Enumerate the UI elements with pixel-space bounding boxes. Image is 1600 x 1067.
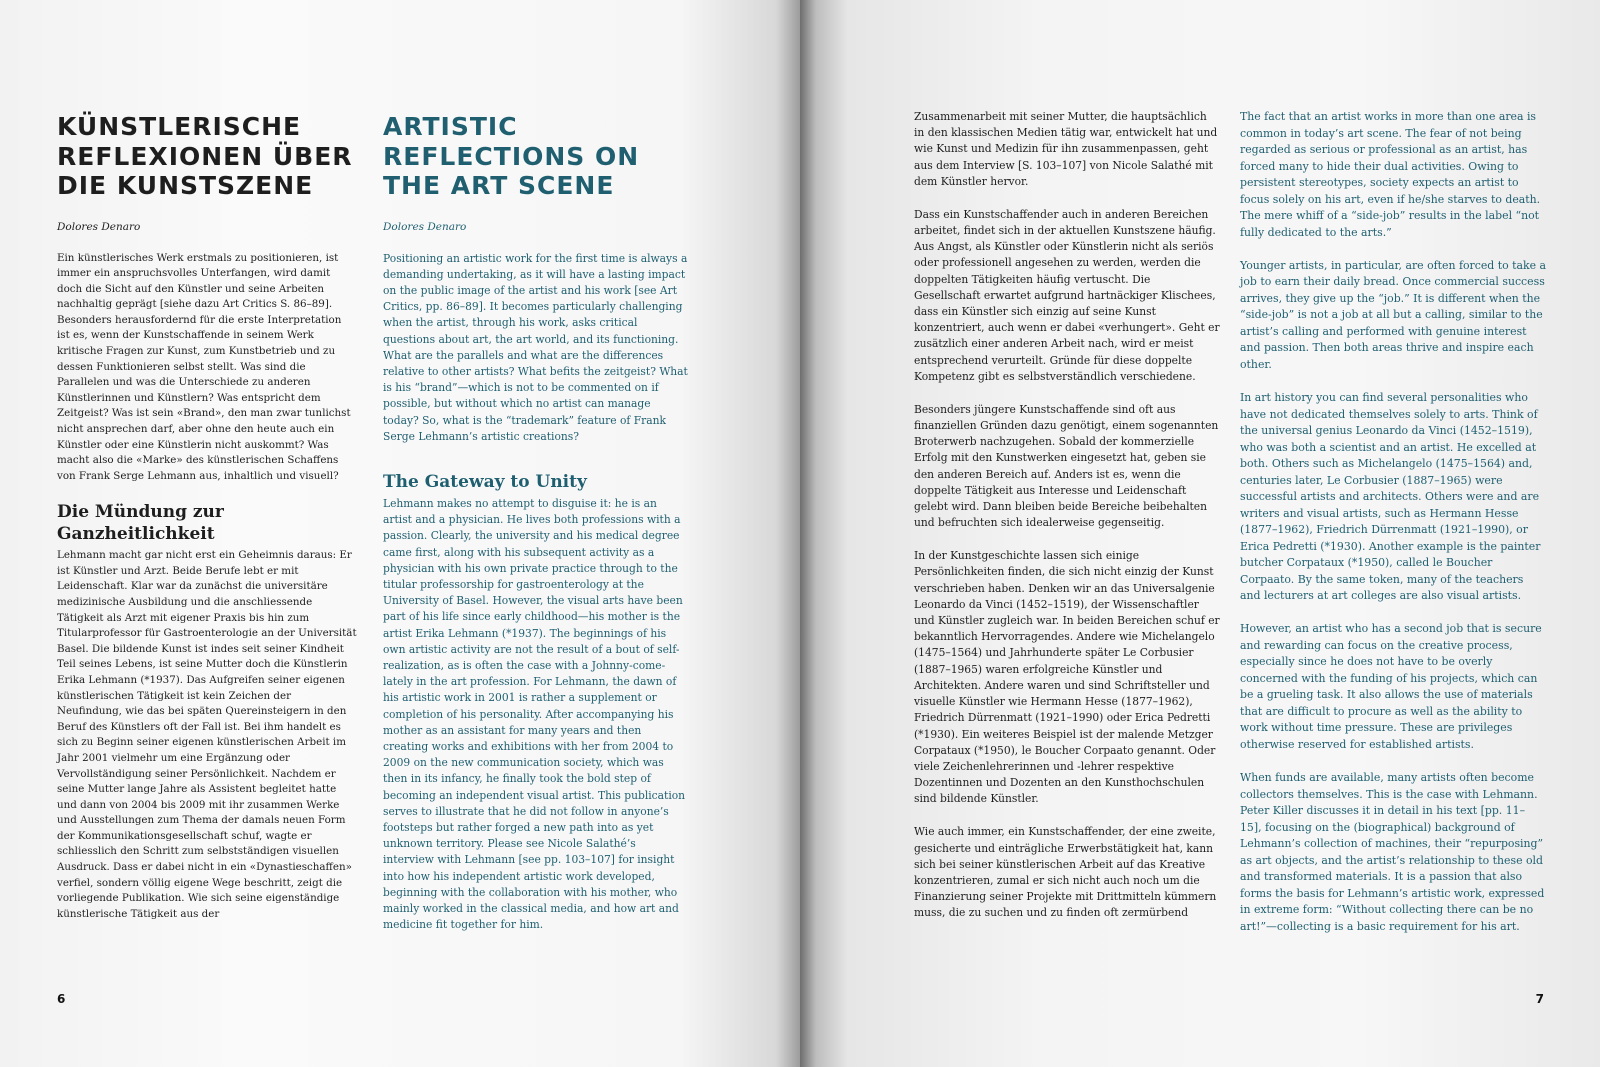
english-column-left bbox=[383, 112, 689, 950]
german-intro: Ein künstlerisches Werk erstmals zu positionieren, ist immer ein anspruchsvolles Unterfangen, wird damit doch die Sicht auf den Künstler und seine Arbeiten nachhaltig geprägt [siehe dazu Art Critics S. 86–89]. Besonders herausfordernd für die erste Interpretation ist es, wenn der Kunstschaffende in seinem Werk kritische Fragen zur Kunst, zum Kunstbetrieb und zu dessen Funktionieren selbst stellt. Was sind die Parallelen und was die Unterschiede zu anderen Künstlerinnen und Künstlern? Was entspricht dem Zeitgeist? Was ist sein «Brand», den man zwar tunlichst nicht ansprechen darf, aber ohne den heute auch ein Künstler oder eine Künstlerin nicht auskommt? Was macht also die «Marke» des künstlerischen Schaffens von Frank Serge Lehmann aus, inhaltlich und visuell? bbox=[57, 251, 351, 482]
english-column-right bbox=[1240, 109, 1546, 952]
page-number-left: 6 bbox=[57, 992, 66, 1006]
english-body: Lehmann makes no attempt to disguise it: he is an artist and a physician. He lives both professions with a passion. Clearly, the university and his medical degree came first, along with his subsequent activity as a physician with his own private practice through to the titular professorship for gastroenterology at the University of Basel. However, the visual arts have been part of his life since early childhood—his mother is the artist Erika Lehmann (*1937). The beginnings of his own artistic activity are not the result of a bout of self-realization, as is often the case with a Johnny-come-lately in the art profession. For Lehmann, the dawn of his artistic work in 2001 is rather a supplement or completion of his personality. After accompanying his mother as an assistant for many years and then creating works and exhibitions with her from 2004 to 2009 on the new communication society, which was then in its infancy, he finally took the bold step of becoming an independent visual artist. This publication serves to illustrate that he did not follow in anyone’s footsteps but rather forged a new path into as yet unknown territory. Please see Nicole Salathé’s interview with Lehmann [see pp. 103–107] for insight into how his independent artistic work developed, beginning with the collaboration with his mother, who mainly worked in the classical media, and how art and medicine fit together for him. bbox=[383, 496, 686, 932]
english-subheading: The Gateway to Unity bbox=[383, 471, 587, 492]
german-column-right bbox=[914, 109, 1220, 938]
german-paragraph: Zusammenarbeit mit seiner Mutter, die hauptsächlich in den klassischen Medien tätig war, entwickelt hat und wie Kunst und Medizin für ihn zusammenpassen, geht aus dem Interview [S. 103–107] von Nicole Salathé mit dem Künstler hervor. bbox=[914, 110, 1218, 188]
german-paragraph: In der Kunstgeschichte lassen sich einige Persönlichkeiten finden, die sich nicht einzig der Kunst verschrieben haben. Denken wir an das Universalgenie Leonardo da Vinci (1452–1519), der Wissenschaftler und Künstler zugleich war. In beiden Bereichen schuf er bekanntlich Hervorragendes. Andere wie Michelangelo (1475–1564) und Jahrhunderte später Le Corbusier (1887–1965) waren erfolgreiche Künstler und Architekten. Andere waren und sind Schriftsteller und visuelle Künstler wie Hermann Hesse (1877–1962), Friedrich Dürrenmatt (1921–1990) oder Erica Pedretti (*1930). Ein weiteres Beispiel ist der malende Metzger Corpataux (*1950), le Boucher Corpaato genannt. Oder viele Zeichenlehrerinnen und -lehrer respektive Dozentinnen und Dozenten an den Kunsthochschulen sind bildende Künstler. bbox=[914, 549, 1220, 806]
english-paragraph: However, an artist who has a second job that is secure and rewarding can focus on the creative process, especially since he does not have to be overly concerned with the funding of his projects, which can be a grueling task. It also allows the use of materials that are difficult to procure as well as the ability to work without time pressure. These are privileges otherwise reserved for established artists. bbox=[1240, 622, 1542, 751]
english-paragraph: In art history you can find several personalities who have not dedicated themselves solely to arts. Think of the universal genius Leonardo da Vinci (1452–1519), who was both a scientist and an artist. He excelled at both. Others such as Michelangelo (1475–1564) and, centuries later, Le Corbusier (1887–1965) were successful artists and architects. Others were and are writers and visual artists, such as Hermann Hesse (1877–1962), Friedrich Dürrenmatt (1921–1990), or Erica Pedretti (*1930). Another example is the painter butcher Corpataux (*1950), called le Boucher Corpaato. By the same token, many of the teachers and lecturers at art colleges are also visual artists. bbox=[1240, 391, 1541, 603]
german-column-left bbox=[57, 112, 357, 939]
german-subheading: Die Mündung zur Ganzheitlichkeit bbox=[57, 502, 224, 545]
english-paragraph: Younger artists, in particular, are often forced to take a job to earn their daily bread. Once commercial success arrives, they give up the “job.” It is different when the “side-job” is not a job at all but a calling, similar to the artist’s calling and performed with genuine interest and passion. Then both areas thrive and inspire each other. bbox=[1240, 258, 1546, 371]
german-heading: KÜNSTLERISCHE REFLEXIONEN ÜBER DIE KUNSTSZENE bbox=[57, 112, 353, 200]
german-body: Lehmann macht gar nicht erst ein Geheimnis daraus: Er ist Künstler und Arzt. Beide Berufe lebt er mit Leidenschaft. Klar war da zunächst die universitäre medizinische Ausbildung und die anschliessende Tätigkeit als Arzt mit eigener Praxis bis hin zum Titularprofessor für Gastroenterologie an der Universität Basel. Die bildende Kunst ist indes seit seiner Kindheit Teil seines Lebens, ist seine Mutter doch die Künstlerin Erika Lehmann (*1937). Das Aufgreifen seiner eigenen künstlerischen Tätigkeit ist kein Zeichen der Neufindung, wie das bei späten Quereinsteigern in den Beruf des Künstlers oft der Fall ist. Bei ihm handelt es sich zu Beginn seiner eigenen künstlerischen Arbeit im Jahr 2001 vielmehr um eine Ergänzung oder Vervollständigung seiner Persönlichkeit. Nachdem er seine Mutter lange Jahre als Assistent begleitet hatte und dann von 2004 bis 2009 mit ihr zusammen Werke und Ausstellungen zum Thema der damals neuen Form der Kommunikationsgesellschaft schuf, wagte er schliesslich den Schritt zum selbstständigen visuellen Ausdruck. Dass er dabei nicht in ein «Dynastieschaffen» verfiel, sondern völlig eigene Wege beschritt, zeigt die vorliegende Publikation. Wie sich seine eigenständige künstlerische Tätigkeit aus der bbox=[57, 549, 357, 920]
german-paragraph: Besonders jüngere Kunstschaffende sind oft aus finanziellen Gründen dazu genötigt, einem sogenannten Broterwerb nachzugehen. Sobald der kommerzielle Erfolg mit den Kunstwerken eingesetzt hat, geben sie den anderen Bereich auf. Anders ist es, wenn die doppelte Tätigkeit aus Interesse und Leidenschaft gelebt wird. Dann bleiben beide Bereiche beibehalten und befruchten sich idealerweise gegenseitig. bbox=[914, 402, 1219, 530]
english-author: Dolores Denaro bbox=[383, 220, 467, 233]
right-page bbox=[800, 0, 1600, 1067]
german-paragraph: Wie auch immer, ein Kunstschaffender, der eine zweite, gesicherte und einträgliche Erwerbstätigkeit hat, kann sich bei seiner künstlerischen Arbeit auf das Kreative konzentrieren, zumal er sich nicht auch noch um die Finanzierung seiner Projekte mit Drittmitteln kümmern muss, die zu suchen und zu finden oft zermürbend bbox=[914, 825, 1217, 920]
german-paragraph: Dass ein Kunstschaffender auch in anderen Bereichen arbeitet, findet sich in der aktuellen Kunstszene häufig. Aus Angst, als Künstler oder Künstlerin nicht als seriös oder professionell angesehen zu werden, werden die doppelten Tätigkeiten häufig vertuscht. Die Gesellschaft erwartet aufgrund hartnäckiger Klischees, dass ein Künstler sich einzig auf seine Kunst konzentriert, auch wenn er dabei «verhungert». Geht er zusätzlich einer anderen Arbeit nach, wird er meist entsprechend verurteilt. Gründe für diese doppelte Kompetenz gibt es selbstverständlich verschiedene. bbox=[914, 207, 1220, 383]
english-paragraph: The fact that an artist works in more than one area is common in today’s art scene. The fear of not being regarded as serious or professional as an artist, has forced many to hide their dual activities. Owing to persistent stereotypes, society expects an artist to focus solely on his art, even if he/she starves to death. The mere whiff of a “side-job” results in the label “not fully dedicated to the arts.” bbox=[1240, 110, 1541, 239]
english-heading: ARTISTIC REFLECTIONS ON THE ART SCENE bbox=[383, 112, 640, 200]
english-paragraph: When funds are available, many artists often become collectors themselves. This is the case with Lehmann. Peter Killer discusses it in detail in his text [pp. 11–15], focusing on the (biographical) background of Lehmann’s collection of machines, their “repurposing” as art objects, and the artist’s relationship to these old and transformed materials. It is a passion that also forms the basis for Lehmann’s artistic work, expressed in extreme form: “Without collecting there can be no art!”—collecting is a basic requirement for his art. bbox=[1240, 771, 1545, 933]
english-intro: Positioning an artistic work for the first time is always a demanding undertaking, as it will have a lasting impact on the public image of the artist and his work [see Art Critics, pp. 86–89]. It becomes particularly challenging when the artist, through his work, asks critical questions about art, the art world, and its functioning. What are the parallels and what are the differences relative to other artists? What befits the zeitgeist? What is his “brand”—which is not to be commented on if possible, but without which no artist can manage today? So, what is the “trademark” feature of Frank Serge Lehmann’s artistic creations? bbox=[383, 251, 688, 443]
page-number-right: 7 bbox=[1535, 992, 1544, 1006]
german-author: Dolores Denaro bbox=[57, 220, 141, 233]
